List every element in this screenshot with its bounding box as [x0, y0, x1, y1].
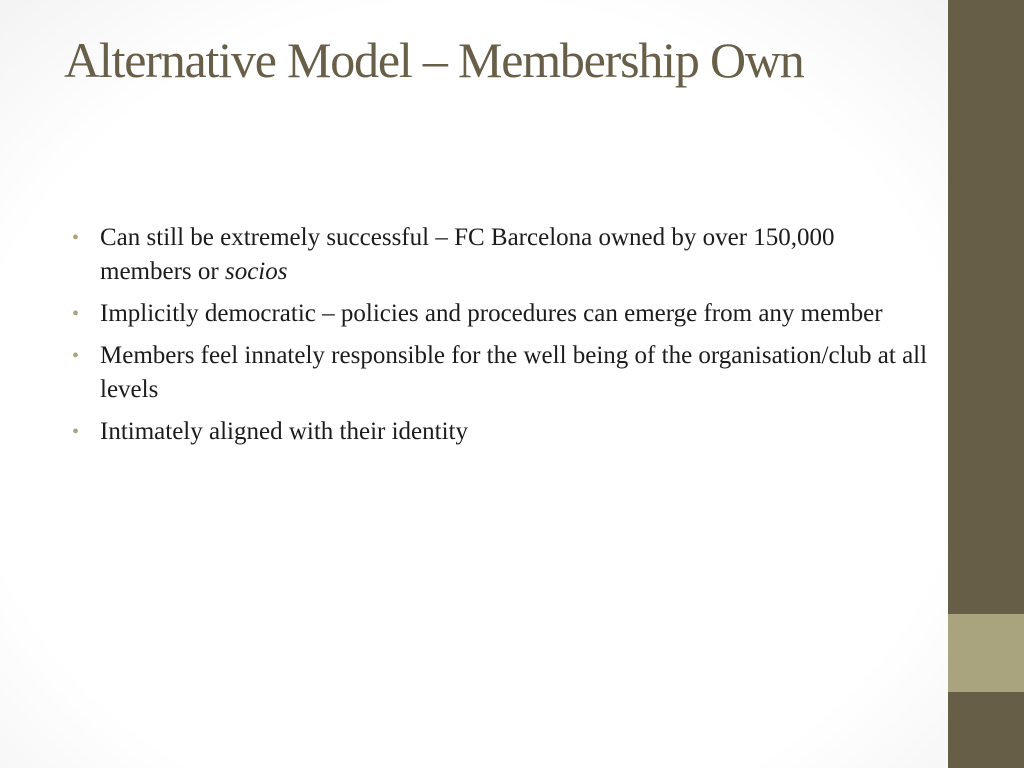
bullet-item [72, 221, 932, 289]
bullet-icon: • [72, 345, 80, 367]
slide-title: Alternative Model – Membership Own [64, 32, 804, 88]
bullet-icon: • [72, 227, 80, 249]
bullet-item [72, 339, 932, 407]
bullet-item [72, 297, 932, 331]
bullet-emphasis-text: socios [224, 258, 288, 285]
bullet-text: Implicitly democratic – policies and procedures can emerge from any member [100, 300, 883, 327]
side-bar-accent-block [948, 614, 1024, 692]
bullet-text: Can still be extremely successful – FC Barcelona owned by over 150,000 members or [100, 224, 835, 285]
bullet-icon: • [72, 303, 80, 325]
bullet-text: Members feel innately responsible for the well being of the organisation/club at all levels [100, 342, 928, 403]
bullet-item [72, 415, 932, 449]
bullet-list [72, 221, 932, 457]
bullet-icon: • [72, 421, 80, 443]
bullet-text: Intimately aligned with their identity [100, 418, 468, 445]
